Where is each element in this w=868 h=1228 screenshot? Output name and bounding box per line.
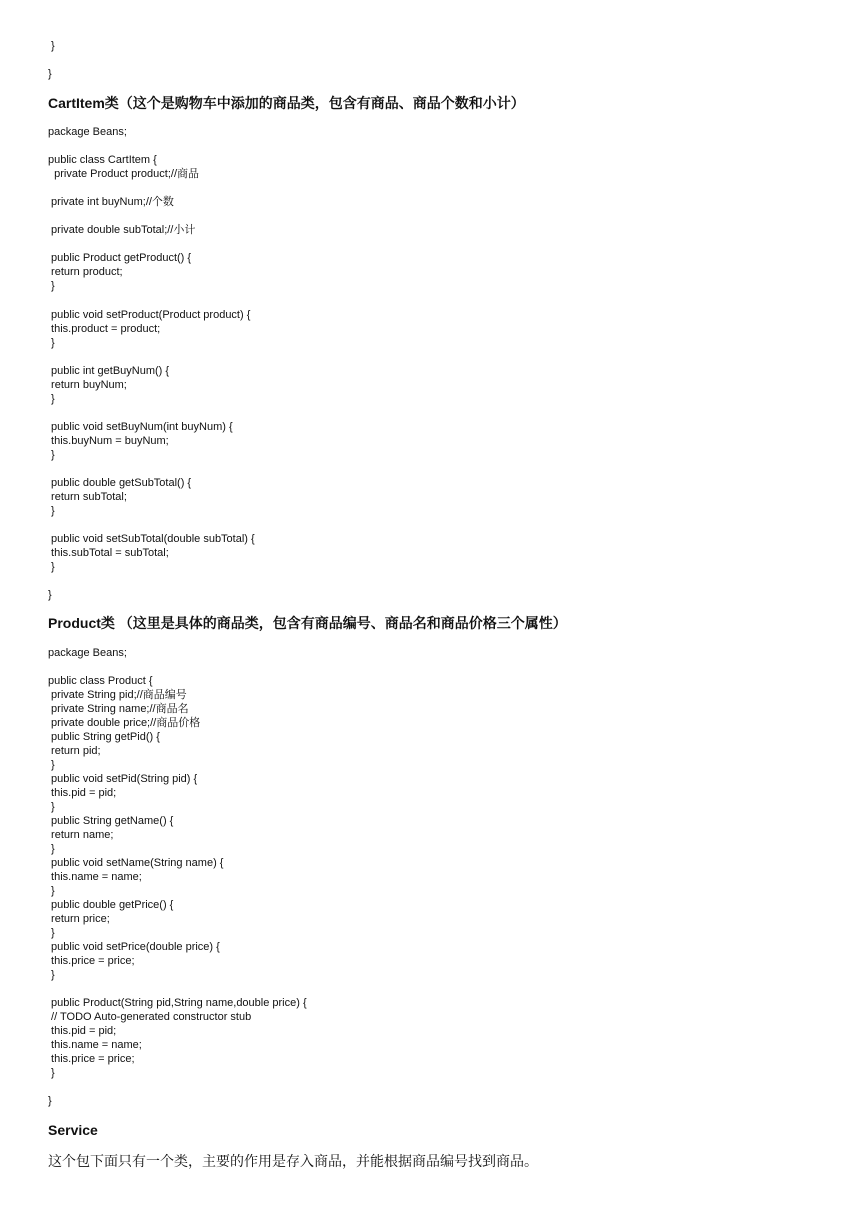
code-line: this.product = product; (48, 323, 161, 335)
code-line: public String getName() { (48, 815, 174, 827)
code-line: } (48, 561, 55, 573)
code-line: package Beans; (48, 647, 127, 659)
code-line: } (48, 1095, 52, 1107)
code-line: public void setPrice(double price) { (48, 941, 220, 953)
code-line: public Product(String pid,String name,double price) { (48, 997, 307, 1009)
code-line: return pid; (48, 745, 101, 757)
section-heading-service: Service (48, 1122, 98, 1138)
code-line: public double getSubTotal() { (48, 477, 192, 489)
code-line: return product; (48, 266, 123, 278)
code-line: } (48, 759, 55, 771)
code-line: } (48, 927, 55, 939)
section-heading-product: Product类 （这里是具体的商品类，包含有商品编号、商品名和商品价格三个属性） (48, 615, 567, 631)
code-line: } (48, 843, 55, 855)
service-description: 这个包下面只有一个类，主要的作用是存入商品，并能根据商品编号找到商品。 (48, 1153, 538, 1169)
code-line: private double subTotal;//小计 (48, 224, 196, 236)
code-line: private String name;//商品名 (48, 703, 189, 715)
code-line: // TODO Auto-generated constructor stub (48, 1011, 252, 1023)
code-line: public void setName(String name) { (48, 857, 224, 869)
code-line: this.name = name; (48, 1039, 142, 1051)
code-line: } (48, 337, 55, 349)
code-line: return subTotal; (48, 491, 127, 503)
code-line: public void setBuyNum(int buyNum) { (48, 421, 233, 433)
code-line: public double getPrice() { (48, 899, 174, 911)
code-line: } (48, 589, 52, 601)
code-line: private int buyNum;//个数 (48, 196, 174, 208)
code-line: public Product getProduct() { (48, 252, 192, 264)
code-line: } (48, 393, 55, 405)
code-line: public int getBuyNum() { (48, 365, 170, 377)
code-line: } (48, 280, 55, 292)
code-line: } (48, 40, 55, 52)
code-line: package Beans; (48, 126, 127, 138)
code-line: private String pid;//商品编号 (48, 689, 187, 701)
code-line: this.pid = pid; (48, 787, 117, 799)
code-line: } (48, 68, 52, 80)
code-line: this.subTotal = subTotal; (48, 547, 169, 559)
code-line: } (48, 969, 55, 981)
code-line: private Product product;//商品 (48, 168, 200, 180)
code-line: public void setPid(String pid) { (48, 773, 198, 785)
code-line: this.price = price; (48, 1053, 135, 1065)
code-line: this.name = name; (48, 871, 142, 883)
code-line: public class Product { (48, 675, 153, 687)
code-line: public void setSubTotal(double subTotal) { (48, 533, 255, 545)
code-line: } (48, 505, 55, 517)
code-line: public class CartItem { (48, 154, 157, 166)
code-line: } (48, 885, 55, 897)
code-line: private double price;//商品价格 (48, 717, 201, 729)
code-line: public String getPid() { (48, 731, 160, 743)
code-line: this.price = price; (48, 955, 135, 967)
code-line: return buyNum; (48, 379, 127, 391)
code-line: } (48, 1067, 55, 1079)
code-line: } (48, 449, 55, 461)
code-line: } (48, 801, 55, 813)
code-line: return name; (48, 829, 114, 841)
code-line: this.buyNum = buyNum; (48, 435, 169, 447)
code-line: public void setProduct(Product product) { (48, 309, 251, 321)
section-heading-cartitem: CartItem类（这个是购物车中添加的商品类，包含有商品、商品个数和小计） (48, 95, 525, 111)
code-line: return price; (48, 913, 110, 925)
code-line: this.pid = pid; (48, 1025, 117, 1037)
